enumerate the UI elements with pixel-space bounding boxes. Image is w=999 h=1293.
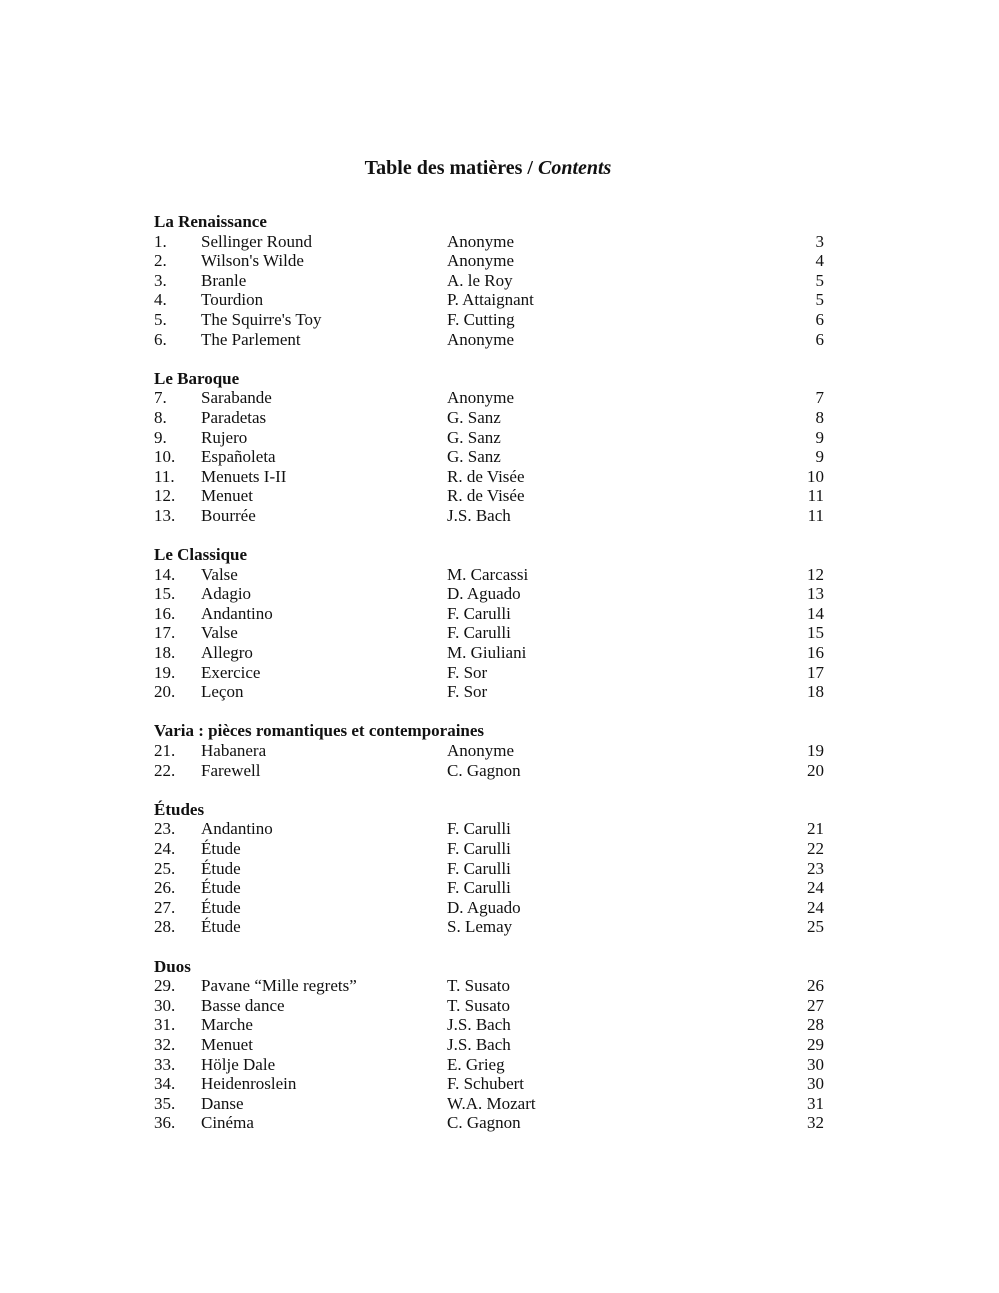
entry-piece-title: Menuet [201,1034,253,1054]
entry-piece-title: Andantino [201,603,273,623]
table-of-contents [154,212,824,1153]
entry-composer: S. Lemay [447,917,513,937]
page-title-italic: Contents [537,157,612,179]
section-heading: La Renaissance [154,212,267,231]
toc-entry [154,1074,824,1094]
entry-page-number: 32 [807,1113,824,1133]
toc-entry [154,643,824,663]
entry-number: 31. [154,1015,176,1035]
entry-number: 27. [154,897,176,917]
toc-entry [154,898,824,918]
entry-number: 10. [154,447,176,467]
entry-composer: R. de Visée [447,466,525,486]
toc-entry [154,486,824,506]
entry-number: 17. [154,623,176,643]
entry-piece-title: Rujero [201,427,248,447]
entry-page-number: 19 [807,741,824,761]
entry-piece-title: Bourrée [201,505,256,525]
entry-page-number: 9 [815,427,824,447]
entry-composer: C. Gagnon [447,760,521,780]
entry-page-number: 3 [815,231,824,251]
entry-number: 21. [154,741,176,761]
entry-piece-title: Adagio [201,584,252,604]
entry-number: 35. [154,1093,176,1113]
entry-page-number: 8 [815,407,824,427]
entry-page-number: 10 [807,466,824,486]
entry-number: 8. [154,407,167,427]
entry-number: 16. [154,603,176,623]
entry-piece-title: Leçon [201,682,244,702]
toc-section [154,212,824,349]
toc-entry [154,623,824,643]
entry-piece-title: Heidenroslein [201,1074,297,1094]
entry-composer: J.S. Bach [447,1034,511,1054]
toc-entry [154,310,824,330]
entry-page-number: 11 [807,486,824,506]
entry-piece-title: Allegro [201,643,253,663]
entry-composer: G. Sanz [447,427,501,447]
entry-number: 33. [154,1054,176,1074]
entry-page-number: 6 [815,309,824,329]
entry-composer: J.S. Bach [447,505,511,525]
entry-piece-title: Cinéma [201,1113,254,1133]
entry-composer: A. le Roy [447,270,513,290]
toc-entry [154,447,824,467]
section-heading: Le Baroque [154,368,240,388]
entry-composer: F. Carulli [447,603,511,623]
entry-composer: Anonyme [447,231,515,251]
entry-page-number: 4 [815,251,824,271]
entry-number: 7. [154,388,167,408]
entry-number: 20. [154,682,176,702]
entry-piece-title: Valse [201,623,238,643]
entry-page-number: 21 [807,819,824,839]
entry-number: 23. [154,819,176,839]
entry-piece-title: Menuet [201,486,253,506]
entry-number: 11. [154,466,175,486]
entry-number: 9. [154,427,167,447]
entry-page-number: 11 [807,505,824,525]
entry-number: 13. [154,505,176,525]
entry-number: 19. [154,662,176,682]
toc-section [154,800,824,937]
toc-entry [154,976,824,996]
entry-composer: M. Giuliani [447,643,527,663]
toc-entry [154,467,824,487]
entry-composer: Anonyme [447,329,515,349]
toc-entry [154,232,824,252]
entry-page-number: 28 [807,1015,824,1035]
entry-number: 6. [154,329,167,349]
toc-entry [154,1094,824,1114]
entry-piece-title: Habanera [201,741,267,761]
entry-page-number: 12 [807,564,824,584]
entry-piece-title: Andantino [201,819,273,839]
toc-section [154,369,824,526]
entry-number: 12. [154,486,176,506]
entry-composer: D. Aguado [447,584,521,604]
toc-entry [154,604,824,624]
entry-composer: F. Schubert [447,1074,525,1094]
entry-piece-title: Étude [201,897,241,917]
entry-composer: Anonyme [447,388,515,408]
entry-composer: C. Gagnon [447,1113,521,1133]
entry-piece-title: Menuets I-II [201,466,287,486]
entry-page-number: 9 [815,447,824,467]
entry-piece-title: Paradetas [201,407,267,427]
entry-composer: P. Attaignant [447,290,534,310]
entry-composer: Anonyme [447,251,515,271]
toc-entry [154,428,824,448]
toc-entry [154,1015,824,1035]
entry-page-number: 17 [807,662,824,682]
entry-number: 5. [154,309,167,329]
entry-page-number: 14 [807,603,824,623]
entry-composer: F. Carulli [447,839,511,858]
entry-piece-title: Étude [201,839,241,858]
entry-piece-title: Farewell [201,760,261,780]
entry-piece-title: Hölje Dale [201,1054,276,1074]
toc-entry [154,330,824,350]
entry-composer: G. Sanz [447,407,501,427]
toc-entry [154,271,824,291]
toc-entry [154,663,824,683]
entry-composer: J.S. Bach [447,1015,511,1035]
entry-piece-title: Sellinger Round [201,231,312,251]
entry-number: 1. [154,231,167,251]
entry-number: 34. [154,1074,176,1094]
entry-number: 30. [154,995,176,1015]
entry-piece-title: Branle [201,270,247,290]
section-heading: Varia : pièces romantiques et contemporaines [154,721,485,741]
entry-page-number: 31 [807,1093,824,1113]
toc-entry [154,1113,824,1133]
entry-page-number: 22 [807,839,824,858]
toc-entry [154,565,824,585]
entry-composer: D. Aguado [447,897,521,917]
entry-number: 29. [154,976,176,996]
entry-composer: E. Grieg [447,1054,505,1074]
entry-piece-title: Étude [201,917,241,937]
entry-number: 36. [154,1113,176,1133]
entry-composer: F. Sor [447,682,488,702]
toc-entry [154,741,824,761]
entry-composer: T. Susato [447,995,510,1015]
toc-section [154,957,824,1133]
entry-piece-title: Españoleta [201,447,276,467]
toc-entry [154,388,824,408]
section-heading: Études [154,799,205,819]
entry-number: 26. [154,878,176,898]
entry-piece-title: Marche [201,1015,253,1035]
toc-entry [154,917,824,937]
toc-entry [154,819,824,839]
entry-piece-title: Étude [201,878,241,898]
entry-number: 18. [154,643,176,663]
entry-number: 15. [154,584,176,604]
entry-page-number: 26 [807,976,824,996]
toc-entry [154,584,824,604]
entry-piece-title: The Parlement [201,329,301,349]
entry-page-number: 5 [815,270,824,290]
entry-number: 22. [154,760,176,780]
entry-composer: T. Susato [447,976,510,996]
toc-entry [154,1055,824,1075]
entry-number: 4. [154,290,167,310]
toc-entry [154,251,824,271]
entry-piece-title: Exercice [201,662,261,682]
entry-page-number: 29 [807,1034,824,1054]
toc-entry [154,996,824,1016]
entry-page-number: 20 [807,760,824,780]
toc-entry [154,878,824,898]
entry-composer: G. Sanz [447,447,501,467]
entry-page-number: 16 [807,643,824,663]
entry-page-number: 23 [807,858,824,878]
entry-page-number: 27 [807,995,824,1015]
entry-piece-title: Danse [201,1093,244,1113]
toc-entry [154,859,824,879]
entry-number: 3. [154,270,167,290]
entry-number: 14. [154,564,176,584]
entry-page-number: 30 [807,1074,824,1094]
entry-composer: F. Carulli [447,878,511,898]
toc-entry [154,506,824,526]
entry-page-number: 18 [807,682,824,702]
page-title [0,156,976,180]
entry-page-number: 30 [807,1054,824,1074]
toc-entry [154,761,824,781]
toc-entry [154,290,824,310]
entry-composer: F. Cutting [447,309,515,329]
entry-composer: F. Sor [447,662,488,682]
entry-piece-title: Basse dance [201,995,285,1015]
entry-page-number: 5 [815,290,824,310]
entry-composer: M. Carcassi [447,564,529,584]
entry-piece-title: Sarabande [201,388,272,408]
entry-composer: F. Carulli [447,858,511,878]
entry-piece-title: The Squirre's Toy [201,309,322,329]
entry-composer: R. de Visée [447,486,525,506]
entry-page-number: 24 [807,878,824,898]
section-heading: Duos [154,956,191,976]
entry-page-number: 24 [807,897,824,917]
entry-page-number: 6 [815,329,824,349]
page-title-main: Table des matières / [364,157,538,179]
entry-piece-title: Pavane “Mille regrets” [201,976,357,996]
entry-piece-title: Étude [201,858,241,878]
entry-page-number: 13 [807,584,824,604]
entry-number: 28. [154,917,176,937]
entry-composer: F. Carulli [447,819,511,839]
entry-number: 32. [154,1034,176,1054]
toc-entry [154,839,824,859]
entry-composer: W.A. Mozart [447,1093,536,1113]
entry-number: 24. [154,839,176,858]
entry-number: 2. [154,251,167,271]
entry-page-number: 25 [807,917,824,937]
toc-entry [154,682,824,702]
entry-number: 25. [154,858,176,878]
entry-piece-title: Wilson's Wilde [201,251,304,271]
entry-composer: F. Carulli [447,623,511,643]
entry-page-number: 15 [807,623,824,643]
entry-page-number: 7 [815,388,824,408]
toc-section [154,721,824,780]
entry-piece-title: Valse [201,564,238,584]
toc-section [154,545,824,702]
toc-entry [154,1035,824,1055]
toc-entry [154,408,824,428]
entry-composer: Anonyme [447,741,515,761]
section-heading: Le Classique [154,545,248,565]
entry-piece-title: Tourdion [201,290,264,310]
